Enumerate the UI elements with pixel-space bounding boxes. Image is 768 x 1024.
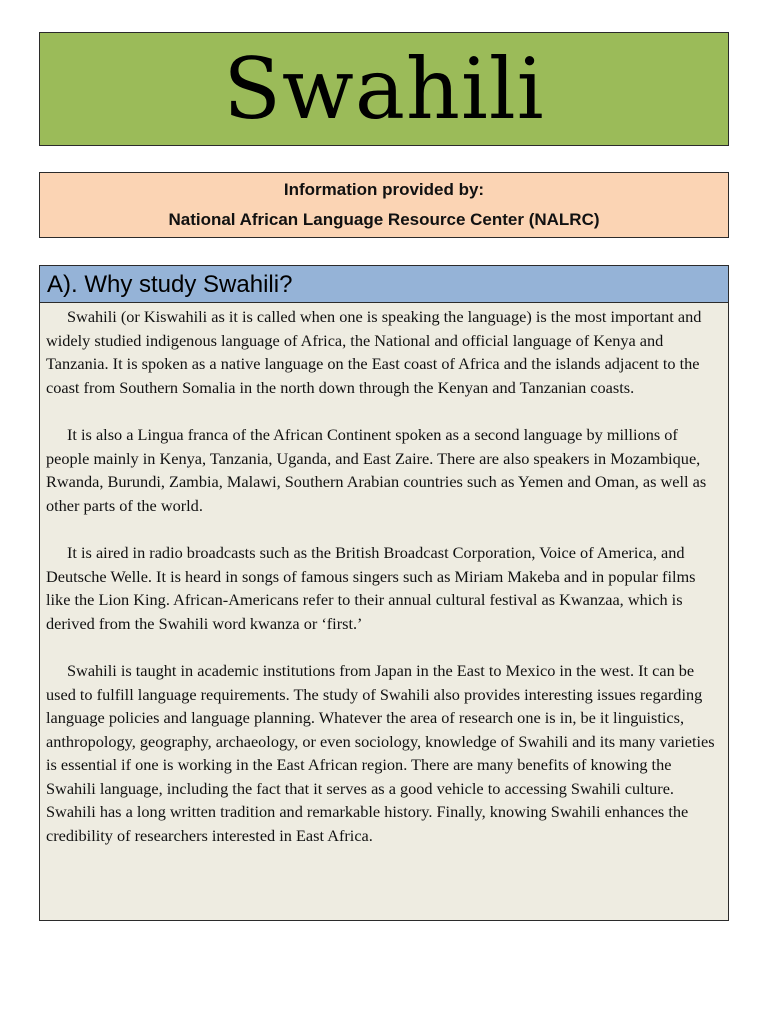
section-heading: A). Why study Swahili? [40, 266, 728, 303]
info-banner [39, 172, 729, 238]
title-banner [39, 32, 729, 146]
page-title: Swahili [223, 40, 545, 138]
paragraph-media: It is aired in radio broadcasts such as the British Broadcast Corporation, Voice of America, and Deutsche Welle. It is heard in songs of famous singers such as Miriam Makeba and in popular films like the Lion King. African-Americans refer to their annual cultural festival as Kwanzaa, which is derived from the Swahili word kwanza or ‘first.’ [46, 542, 696, 633]
paragraph-academic: Swahili is taught in academic institutions from Japan in the East to Mexico in the west. It can be used to fulfill language requirements. The study of Swahili also provides interesting issues regarding language policies and language planning. Whatever the area of research one is in, be it linguistics, anthropology, geography, archaeology, or even sociology, knowledge of Swahili and its many varieties is essential if one is working in the East African region. There are many benefits of knowing the Swahili language, including the fact that it serves as a good vehicle to accessing Swahili culture. Swahili has a long written tradition and remarkable history. Finally, knowing Swahili enhances the credibility of researchers interested in East Africa. [46, 660, 715, 846]
section-body [40, 303, 728, 848]
info-line-organization: National African Language Resource Center (NALRC) [168, 210, 600, 229]
info-line-provided-by: Information provided by: [283, 180, 485, 199]
paragraph-intro: Swahili (or Kiswahili as it is called when one is speaking the language) is the most important and widely studied indigenous language of Africa, the National and official language of Kenya and Tanzania. It is spoken as a native language on the East coast of Africa and the islands adjacent to the coast from Southern Somalia in the north down through the Kenyan and Tanzanian coasts. [46, 307, 702, 397]
paragraph-lingua-franca: It is also a Lingua franca of the African Continent spoken as a second language by millions of people mainly in Kenya, Tanzania, Uganda, and East Zaire. There are also speakers in Mozambique, Rwanda, Burundi, Zambia, Malawi, Southern Arabian countries such as Yemen and Oman, as well as other parts of the world. [46, 424, 707, 515]
section-why-study [39, 265, 729, 921]
